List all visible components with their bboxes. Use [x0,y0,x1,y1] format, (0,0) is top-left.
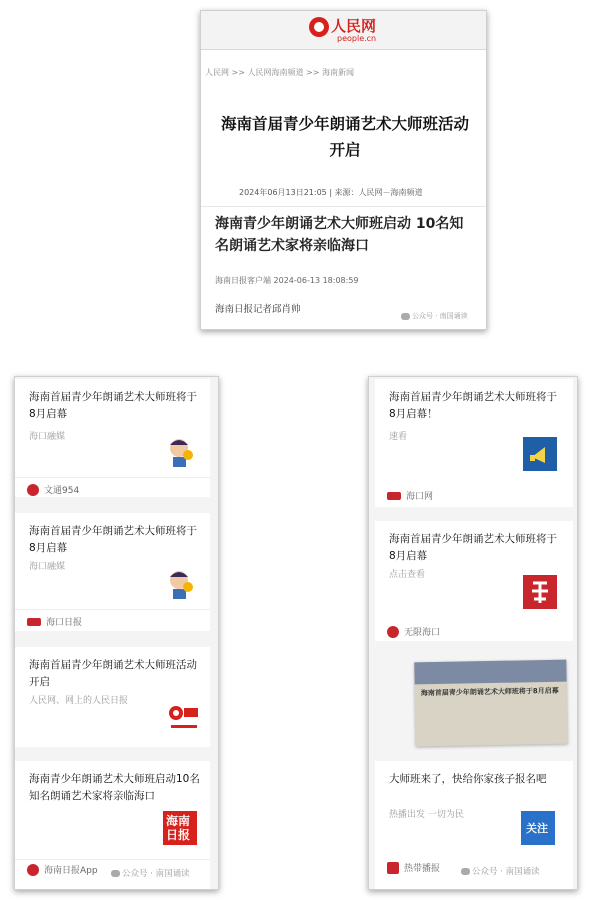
article-meta: 2024年06月13日21:05 | 来源：人民网－海南频道 [239,188,423,197]
card-desc: 热播出发 一切为民 [389,810,464,820]
breadcrumb[interactable]: 人民网 >> 人民网海南频道 >> 海南新闻 [205,68,354,77]
card-desc: 人民网、网上的人民日报 [29,696,129,706]
left-news-feed [14,376,219,890]
source-icon [27,618,41,626]
source-icon [387,492,401,500]
watermark: 公众号 · 南国诵读 [111,867,190,879]
newspaper-photo[interactable] [414,660,567,747]
source-icon [387,626,399,638]
card-title: 大师班来了，快给你家孩子报名吧 [389,773,547,785]
cartoon-boy-icon [163,435,197,469]
right-news-feed [368,376,578,890]
follow-badge-icon: 关注 [521,811,555,845]
site-header [201,11,486,50]
source-label[interactable]: 文通954 [27,483,79,497]
divider [15,859,210,860]
source-icon [27,864,39,876]
megaphone-icon [523,437,557,471]
card-title: 海南青少年朗诵艺术大师班启动10名知名朗诵艺术家将亲临海口 [29,773,200,802]
embedded-article-title: 海南青少年朗诵艺术大师班启动 10名知名朗诵艺术家将亲临海口 [215,216,464,254]
card-title: 海南首届青少年朗诵艺术大师班将于8月启幕！ [389,391,557,420]
people-logo-icon [309,17,329,37]
red-logo-icon [523,575,557,609]
list-item[interactable] [15,513,210,631]
wechat-icon [461,868,470,875]
embedded-article-author: 海南日报记者邱肖帅 [215,304,301,315]
logo-subtext: people.cn [337,34,377,43]
article-title: 海南首届青少年朗诵艺术大师班活动开启 [220,115,469,159]
logo-text: 人民网 [331,17,377,35]
source-icon [27,484,39,496]
card-title: 海南首届青少年朗诵艺术大师班活动开启 [29,659,197,688]
source-icon [387,862,399,874]
card-desc: 速看 [389,432,408,442]
card-title: 海南首届青少年朗诵艺术大师班将于8月启幕 [29,391,197,420]
newspaper-headline: 海南首届青少年朗诵艺术大师班将于8月启幕 [420,686,559,698]
source-label[interactable]: 热带播报 [387,861,440,875]
newspaper-photo-band [414,660,566,685]
source-label[interactable]: 海南日报App [27,863,98,877]
divider [15,477,210,478]
list-item[interactable] [375,521,573,641]
card-desc: 点击查看 [389,570,426,580]
embedded-article [201,206,486,330]
card-title: 海南首届青少年朗诵艺术大师班将于8月启幕 [389,533,557,562]
list-item[interactable] [15,647,210,747]
people-logo[interactable] [309,15,381,45]
list-item[interactable] [15,379,210,497]
source-label[interactable]: 无限海口 [387,625,440,639]
source-label[interactable]: 海口日报 [27,615,82,629]
wechat-icon [111,870,120,877]
divider [15,609,210,610]
list-item[interactable] [375,761,573,889]
people-logo-icon [167,701,201,735]
watermark: 公众号 · 南国诵读 [401,311,468,321]
people-article-screenshot [200,10,487,330]
wechat-icon [401,313,410,320]
card-title: 海南首届青少年朗诵艺术大师班将于8月启幕 [29,525,197,554]
embedded-article-meta: 海南日报客户端 2024-06-13 18:08:59 [215,276,359,285]
card-desc: 海口融媒 [29,562,66,572]
watermark: 公众号 · 南国诵读 [461,865,540,877]
hainan-daily-icon: 海南日报 [163,811,197,845]
cartoon-boy-icon [163,567,197,601]
card-desc: 海口融媒 [29,432,66,442]
list-item[interactable] [15,761,210,889]
source-label[interactable]: 海口网 [387,489,433,503]
list-item[interactable] [375,379,573,507]
